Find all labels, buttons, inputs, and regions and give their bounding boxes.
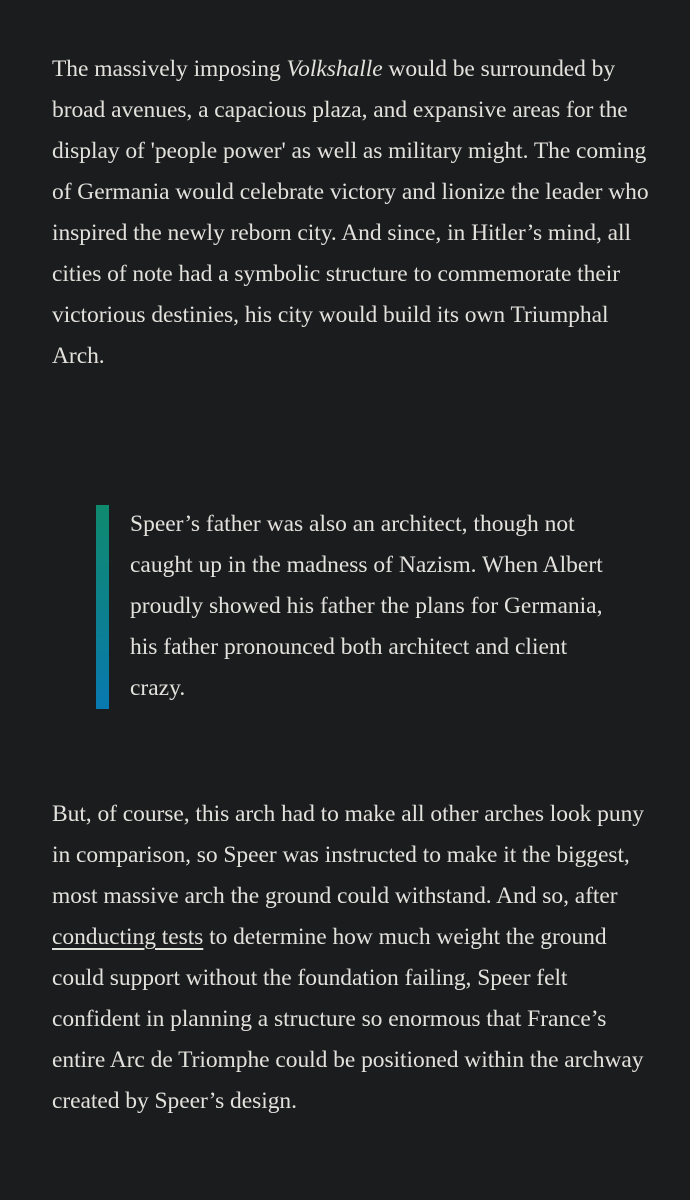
volkshalle-emphasis: Volkshalle — [286, 56, 383, 82]
paragraph-2-text-end: to determine how much weight the ground could support without the foundation failing, Speer felt confident in planning a structure so enormous that France’s entire Arc de Triomphe could be positioned within the archway created by Speer’s design. — [52, 924, 644, 1114]
blockquote-text: Speer’s father was also an architect, though not caught up in the madness of Nazism. When Albert proudly showed his father the plans for Germania, his father pronounced both architect and client crazy. — [130, 511, 603, 701]
article-body-continued — [52, 794, 652, 1122]
paragraph-1-text-start: The massively imposing — [52, 56, 287, 82]
paragraph-volkshalle — [52, 49, 652, 377]
blockquote — [96, 505, 616, 709]
blockquote-accent-bar — [96, 505, 109, 709]
conducting-tests-link[interactable]: conducting tests — [52, 924, 204, 950]
paragraph-2-text-start: But, of course, this arch had to make all other arches look puny in comparison, so Speer was instructed to make it the biggest, most massive arch the ground could withstand. And so, after — [52, 801, 644, 909]
article-body — [52, 49, 652, 377]
paragraph-1-text-end: would be surrounded by broad avenues, a capacious plaza, and expansive areas for the display of 'people power' as well as military might. The coming of Germania would celebrate victory and lionize the leader who inspired the newly reborn city. And since, in Hitler’s mind, all cities of note had a symbolic structure to commemorate their victorious destinies, his city would build its own Triumphal Arch. — [52, 56, 649, 369]
paragraph-arch — [52, 794, 652, 1122]
